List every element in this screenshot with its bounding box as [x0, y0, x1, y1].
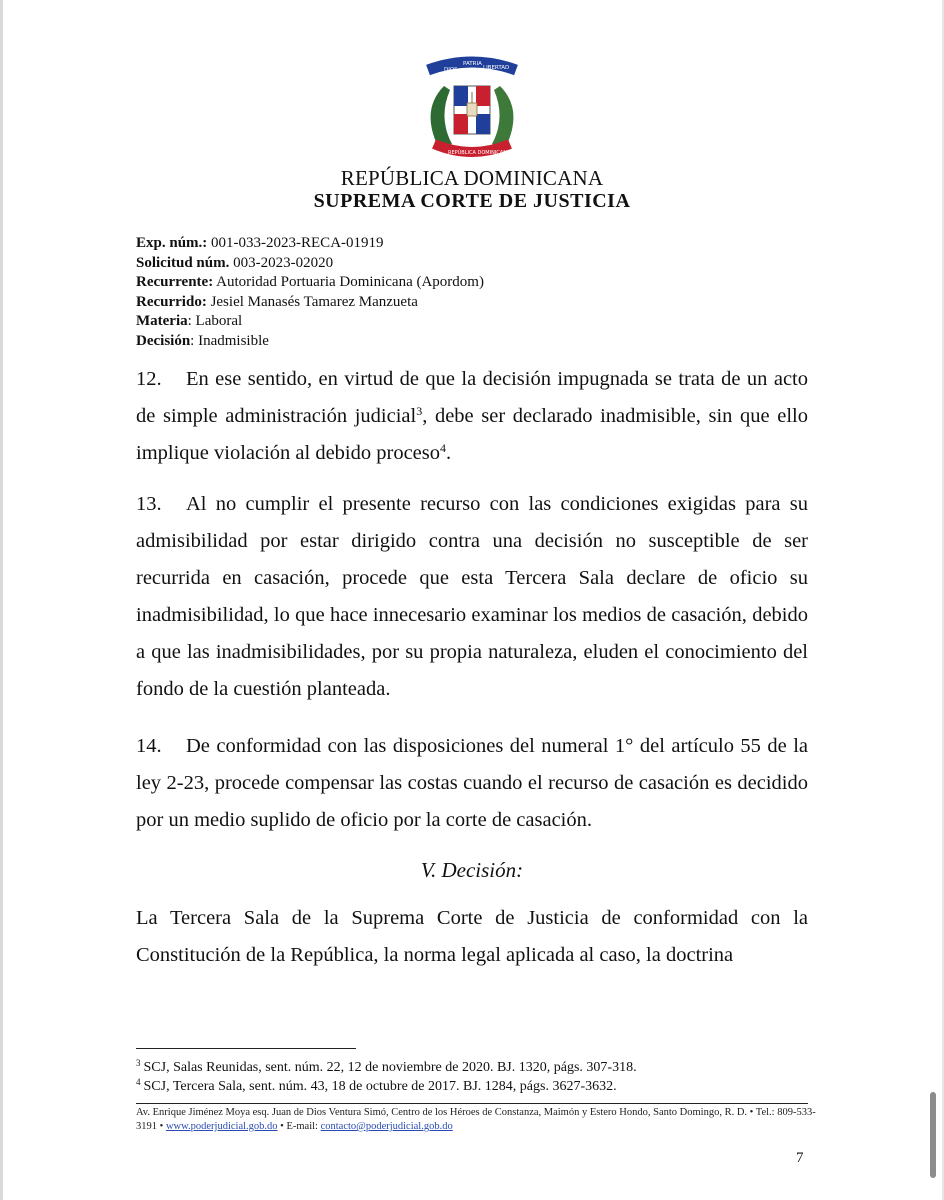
- footnote-3: $^3$ SCJ, Salas Reunidas, sent. núm. 22, 12 de noviembre de 2020. BJ. 1320, págs. 307-318.: [136, 1058, 637, 1075]
- page-number: 7: [796, 1150, 804, 1166]
- section-heading: V. Decisión:: [420, 858, 524, 882]
- paragraph-13: 13. Al no cumplir el presente recurso con las condiciones exigidas para su admisibilidad por estar dirigido contra una decisión no susceptible de ser recurrida en casación, procede que esta Tercera Sala declare de oficio su inadmisibilidad, lo que hace innecesario examinar los medios de casación, debido a que las inadmisibilidades, por su propia naturaleza, eluden el conocimiento del fondo de la cuestión planteada.: [136, 486, 808, 708]
- shield-icon: [454, 86, 490, 134]
- seal-motto-libertad: LIBERTAD: [483, 65, 510, 71]
- website-link[interactable]: www.poderjudicial.gob.do: [165, 1121, 278, 1132]
- court-title: SUPREMA CORTE DE JUSTICIA: [313, 190, 631, 212]
- seal-motto-dios: DIOS: [444, 67, 458, 73]
- laurel-left-icon: [431, 86, 452, 146]
- case-info-row-decision: Decisión: Inadmisible: [136, 332, 269, 349]
- seal-motto-patria: PATRIA: [463, 61, 482, 67]
- footnote-ref-3[interactable]: 3: [416, 404, 423, 418]
- decision-paragraph: La Tercera Sala de la Suprema Corte de Justicia de conformidad con la Constitución de la República, la norma legal aplicada al caso, la doctrina: [136, 907, 808, 966]
- paragraph-14: 14. De conformidad con las disposiciones del numeral 1° del artículo 55 de la ley 2-23, procede compensar las costas cuando el recurso de casación es decidido por un medio suplido de oficio por la corte de casación.: [136, 728, 808, 839]
- case-info-row-exp: Exp. núm.: 001-033-2023-RECA-01919: [136, 235, 384, 251]
- country-title: REPÚBLICA DOMINICANA: [340, 166, 604, 190]
- paragraph-12: 12. En ese sentido, en virtud de que la decisión impugnada se trata de un acto de simple administración judicial$^3$, debe ser declarado inadmisible, sin que ello implique violación al debido proceso$^4$.: [136, 361, 808, 472]
- paragraph-number: 12.: [136, 368, 162, 390]
- footnotes: [136, 1058, 637, 1096]
- scrollbar-thumb[interactable]: [930, 1092, 936, 1178]
- coat-of-arms-icon: [414, 56, 530, 162]
- case-info-row-recurrido: Recurrido: Jesiel Manasés Tamarez Manzueta: [136, 293, 418, 310]
- seal-motto-republica: REPÚBLICA DOMINICANA: [448, 150, 511, 156]
- case-info-block: [136, 234, 484, 351]
- paragraph-number: 13.: [136, 493, 162, 515]
- paragraph-number: 14.: [136, 735, 162, 757]
- email-link[interactable]: contacto@poderjudicial.gob.do: [320, 1121, 453, 1132]
- footnote-divider: [136, 1048, 356, 1049]
- footnote-ref-4[interactable]: 4: [440, 441, 447, 455]
- palm-right-icon: [492, 86, 513, 146]
- case-info-row-materia: Materia: Laboral: [136, 313, 243, 329]
- footnote-4: $^4$ SCJ, Tercera Sala, sent. núm. 43, 18 de octubre de 2017. BJ. 1284, págs. 3627-3632.: [136, 1077, 617, 1094]
- case-info-row-solicitud: Solicitud núm. 003-2023-02020: [136, 254, 334, 271]
- case-info-row-recurrente: Recurrente: Autoridad Portuaria Dominicana (Apordom): [136, 274, 484, 290]
- footer-address: Av. Enrique Jiménez Moya esq. Juan de Dios Ventura Simó, Centro de los Héroes de Constanza, Maimón y Estero Hondo, Santo Domingo, R. D. • Tel.: 809-533-3191 • www.poderjudicial.gob.do • E-mail: contacto@poderjudicial.gob.do: [136, 1107, 816, 1132]
- footer-divider: [136, 1103, 808, 1104]
